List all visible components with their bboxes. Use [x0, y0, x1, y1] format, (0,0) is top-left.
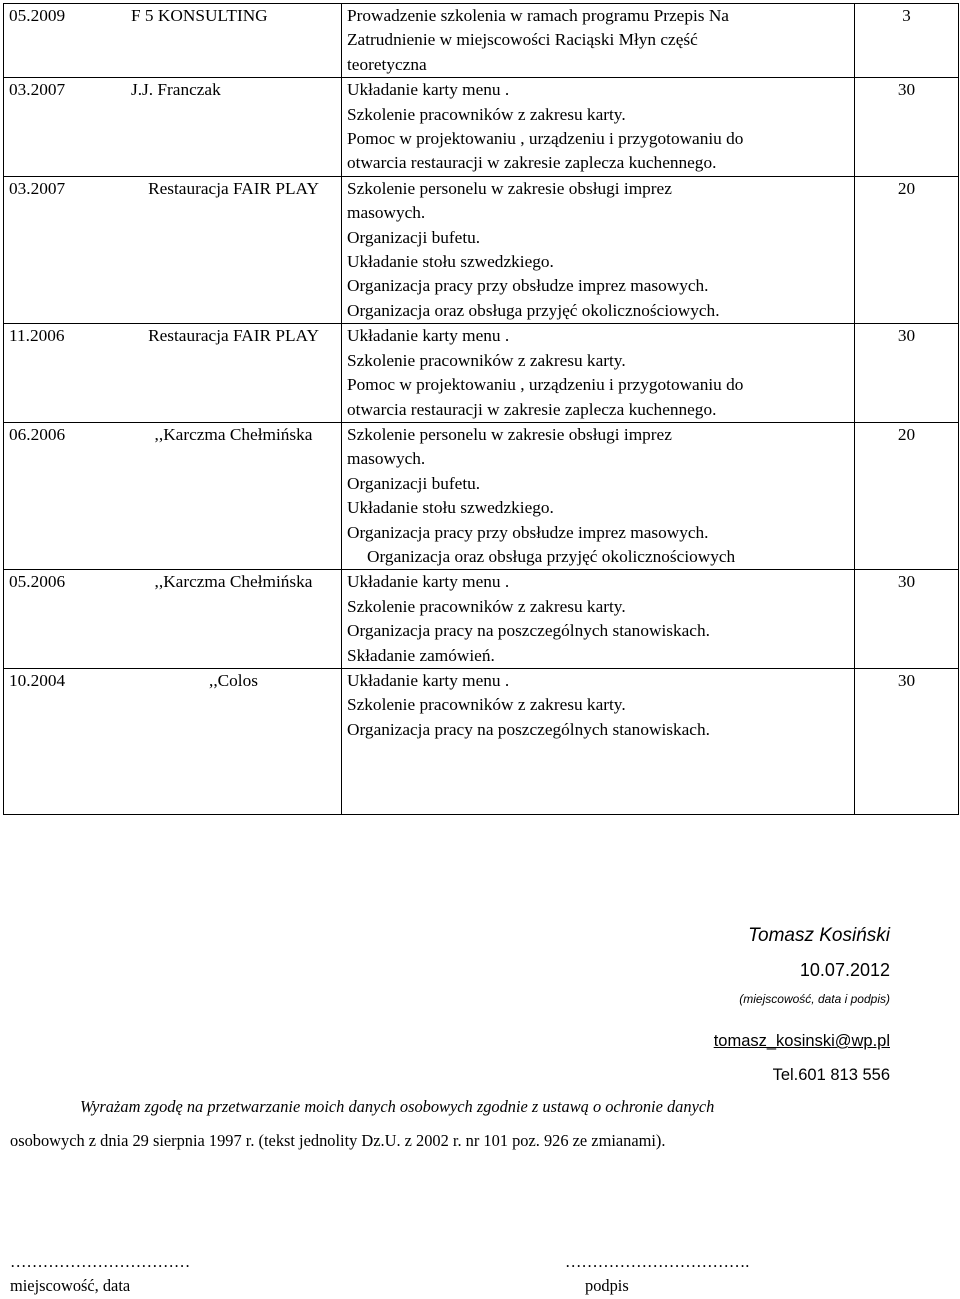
table-row — [4, 176, 959, 323]
table-row — [4, 4, 959, 78]
description-line: Organizacja oraz obsługa przyjęć okolicznościowych. — [347, 300, 720, 320]
description-cell — [342, 4, 855, 78]
date-company-cell — [4, 422, 342, 569]
signature-label: podpis — [585, 1276, 629, 1295]
description-cell — [342, 668, 855, 814]
description-cell — [342, 570, 855, 669]
entry-company: J.J. Franczak — [131, 80, 221, 100]
table-row — [4, 78, 959, 177]
description-line: Organizacja pracy przy obsłudze imprez masowych. — [347, 522, 709, 542]
description-cell — [342, 78, 855, 177]
months-cell: 20 — [855, 422, 959, 569]
entry-date: 06.2006 — [9, 424, 66, 444]
description-line: Układanie karty menu . — [347, 80, 510, 100]
months-cell: 20 — [855, 176, 959, 323]
months-cell: 30 — [855, 668, 959, 814]
description-cell — [342, 324, 855, 423]
consent-line-1: Wyrażam zgodę na przetwarzanie moich danych osobowych zgodnie z ustawą o ochronie danych — [80, 1097, 715, 1116]
description-line: Szkolenie personelu w zakresie obsługi imprez — [347, 178, 672, 198]
entry-company: Restauracja FAIR PLAY — [148, 326, 319, 346]
entry-company: F 5 KONSULTING — [131, 6, 268, 25]
entry-company: Restauracja FAIR PLAY — [148, 178, 319, 198]
description-line: Szkolenie pracowników z zakresu karty. — [347, 695, 626, 715]
description-line: otwarcia restauracji w zakresie zaplecza kuchennego. — [347, 399, 717, 419]
date-company-cell — [4, 176, 342, 323]
signature-caption: (miejscowość, data i podpis) — [739, 992, 890, 1006]
entry-company: ,,Karczma Chełmińska — [154, 572, 313, 592]
description-line: Organizacja pracy na poszczególnych stanowiskach. — [347, 621, 710, 641]
place-date-dots: …………………………… — [10, 1252, 191, 1271]
table-row — [4, 570, 959, 669]
date-company-cell — [4, 570, 342, 669]
table-row — [4, 422, 959, 569]
description-line: Prowadzenie szkolenia w ramach programu Przepis Na — [347, 6, 729, 25]
email-link[interactable]: tomasz_kosinski@wp.pl — [713, 1032, 890, 1050]
description-line: Szkolenie pracowników z zakresu karty. — [347, 350, 626, 370]
signature-date: 10.07.2012 — [799, 960, 890, 980]
date-company-cell — [4, 4, 342, 78]
description-line: Organizacji bufetu. — [347, 473, 481, 493]
entry-date: 10.2004 — [9, 670, 66, 690]
entry-company: ,,Colos — [209, 670, 258, 690]
months-cell: 3 — [855, 4, 959, 78]
description-line: masowych. — [347, 203, 426, 223]
entry-date: 03.2007 — [9, 178, 66, 198]
description-line: otwarcia restauracji w zakresie zaplecza kuchennego. — [347, 153, 717, 173]
consent-line-2: osobowych z dnia 29 sierpnia 1997 r. (tekst jednolity Dz.U. z 2002 r. nr 101 poz. 926 ze zmianami). — [10, 1131, 666, 1150]
description-line: Szkolenie pracowników z zakresu karty. — [347, 104, 626, 124]
description-line: Układanie stołu szwedzkiego. — [347, 498, 554, 518]
table-row — [4, 668, 959, 814]
description-line: Organizacji bufetu. — [347, 227, 481, 247]
description-line: Układanie karty menu . — [347, 670, 510, 690]
description-line: Układanie karty menu . — [347, 572, 510, 592]
description-line: Pomoc w projektowaniu , urządzeniu i przygotowaniu do — [347, 375, 744, 395]
months-cell: 30 — [855, 324, 959, 423]
months-cell: 30 — [855, 78, 959, 177]
description-line: teoretyczna — [347, 54, 427, 74]
description-line: Układanie stołu szwedzkiego. — [347, 252, 554, 272]
months-cell: 30 — [855, 570, 959, 669]
date-company-cell — [4, 78, 342, 177]
description-line: Szkolenie pracowników z zakresu karty. — [347, 596, 626, 616]
description-line: Organizacja oraz obsługa przyjęć okolicznościowych — [367, 546, 736, 566]
table-row — [4, 324, 959, 423]
date-company-cell — [4, 324, 342, 423]
experience-table — [3, 3, 959, 815]
description-line: Organizacja pracy na poszczególnych stanowiskach. — [347, 719, 710, 739]
description-cell — [342, 176, 855, 323]
description-line: Pomoc w projektowaniu , urządzeniu i przygotowaniu do — [347, 129, 744, 149]
description-line: Zatrudnienie w miejscowości Raciąski Młyn część — [347, 30, 698, 50]
description-line: Składanie zamówień. — [347, 645, 495, 665]
entry-date: 03.2007 — [9, 80, 66, 100]
place-date-label: miejscowość, data — [10, 1276, 131, 1295]
description-line: Układanie karty menu . — [347, 326, 510, 346]
description-line: Szkolenie personelu w zakresie obsługi imprez — [347, 424, 672, 444]
entry-date: 05.2009 — [9, 6, 66, 25]
phone-number: Tel.601 813 556 — [772, 1066, 890, 1084]
description-line: Organizacja pracy przy obsłudze imprez masowych. — [347, 276, 709, 296]
signature-name: Tomasz Kosiński — [748, 925, 890, 946]
signature-dots: ……………………………. — [565, 1252, 750, 1271]
description-cell — [342, 422, 855, 569]
date-company-cell — [4, 668, 342, 814]
description-line: masowych. — [347, 449, 426, 469]
entry-company: ,,Karczma Chełmińska — [154, 424, 313, 444]
entry-date: 05.2006 — [9, 572, 66, 592]
entry-date: 11.2006 — [9, 326, 65, 346]
